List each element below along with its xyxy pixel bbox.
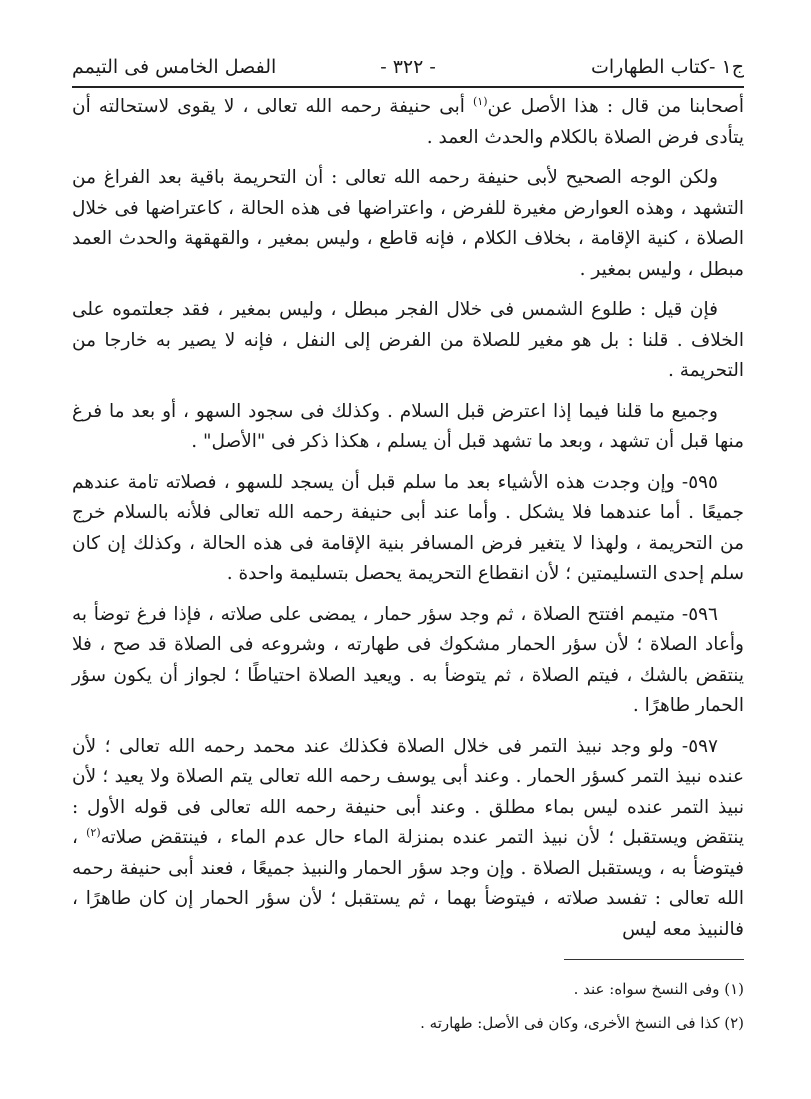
paragraph-text: فإن قيل : طلوع الشمس فى خلال الفجر مبطل ، وليس بمغير ، فقد جعلتموه على الخلاف . قلنا : بل هو مغير للصلاة من الفرض إلى النفل ، فإنه لا يصير به خارجا من التحريمة . (72, 299, 744, 381)
paragraph-text: ٥٩٧- ولو وجد نبيذ التمر فى خلال الصلاة فكذلك عند محمد رحمه الله تعالى ؛ لأن عنده نبيذ التمر كسؤر الحمار . وعند أبى يوسف رحمه الله تعالى يتم الصلاة ولا يعيد ؛ لأن نبيذ التمر عنده ليس بماء مطلق . وعند أبى حنيفة رحمه الله تعالى فى قوله الأول : ينتقض ويستقبل ؛ لأن نبيذ التمر عنده بمنزلة الماء حال عدم الماء ، فينتقض صلاته (72, 735, 744, 848)
volume-book-title: ج١ -كتاب الطهارات (591, 56, 744, 78)
footnote-separator (564, 959, 744, 960)
page-number: - ٣٢٢ - (380, 56, 436, 78)
paragraph-text: أبى حنيفة رحمه الله تعالى ، لا يقوى لاستحالته أن يتأدى فرض الصلاة بالكلام والحدث العمد . (72, 96, 744, 148)
paragraph (72, 468, 744, 590)
paragraph (72, 732, 744, 946)
paragraph-text: ، فيتوضأ به ، ويستقبل الصلاة . وإن وجد سؤر الحمار والنبيذ جميعًا ، فعند أبى حنيفة رحمه الله تعالى : تفسد صلاته ، فيتوضأ بهما ، ثم يستقبل ؛ لأن سؤر الحمار إن كان طاهرًا ، فالنبيذ معه ليس (72, 827, 744, 940)
book-page (72, 48, 744, 1040)
paragraph (72, 397, 744, 458)
paragraph (72, 163, 744, 285)
paragraph-text: ٥٩٦- متيمم افتتح الصلاة ، ثم وجد سؤر حمار ، يمضى على صلاته ، فإذا فرغ توضأ به وأعاد الصلاة ؛ لأن سؤر الحمار مشكوك فى طهارته ، وشروعه فى الصلاة قد صح ، فلا ينتقض بالشك ، فيتم الصلاة ، ثم يتوضأ به . ويعيد الصلاة احتياطًا ؛ لجواز أن يكون سؤر الحمار طاهرًا . (72, 603, 744, 716)
footnote: (٢) كذا فى النسخ الأخرى، وكان فى الأصل: طهارته . (420, 1014, 744, 1032)
paragraph-text: أصحابنا من قال : هذا الأصل عن (487, 96, 744, 117)
footnotes (72, 972, 744, 1040)
running-header (72, 48, 744, 86)
footnote-ref: (١) (472, 94, 488, 108)
main-text (72, 92, 744, 945)
footnote: (١) وفى النسخ سواه: عند . (573, 980, 744, 998)
paragraph-text: ولكن الوجه الصحيح لأبى حنيفة رحمه الله تعالى : أن التحريمة باقية بعد الفراغ من التشهد ، وهذه العوارض مغيرة للفرض ، واعتراضها فى هذه الحالة ، كاعتراضها فى خلال الصلاة ، كنية الإقامة ، بخلاف الكلام ، فإنه قاطع ، وليس بمغير ، والقهقهة والحدث العمد مبطل ، وليس بمغير . (72, 167, 744, 280)
paragraph (72, 600, 744, 722)
chapter-title: الفصل الخامس فى التيمم (72, 56, 277, 78)
header-rule (72, 86, 744, 88)
paragraph-text: وجميع ما قلنا فيما إذا اعترض قبل السلام . وكذلك فى سجود السهو ، أو بعد ما فرغ منها قبل أن تشهد ، وبعد ما تشهد قبل أن يسلم ، هكذا ذكر فى "الأصل" . (72, 400, 744, 452)
footnote-ref: (٢) (86, 825, 101, 839)
paragraph-text: ٥٩٥- وإن وجدت هذه الأشياء بعد ما سلم قبل أن يسجد للسهو ، فصلاته تامة عندهم جميعًا . أما عندهما فلا يشكل . وأما عند أبى حنيفة رحمه الله تعالى فلأنه بالسلام خرج من التحريمة ، ولهذا لا يتغير فرض المسافر بنية الإقامة فى هذه الحالة ، وكذلك إن كان سلم إحدى التسليمتين ؛ لأن انقطاع التحريمة يحصل بتسليمة واحدة . (72, 471, 744, 584)
paragraph (72, 295, 744, 387)
paragraph (72, 92, 744, 153)
